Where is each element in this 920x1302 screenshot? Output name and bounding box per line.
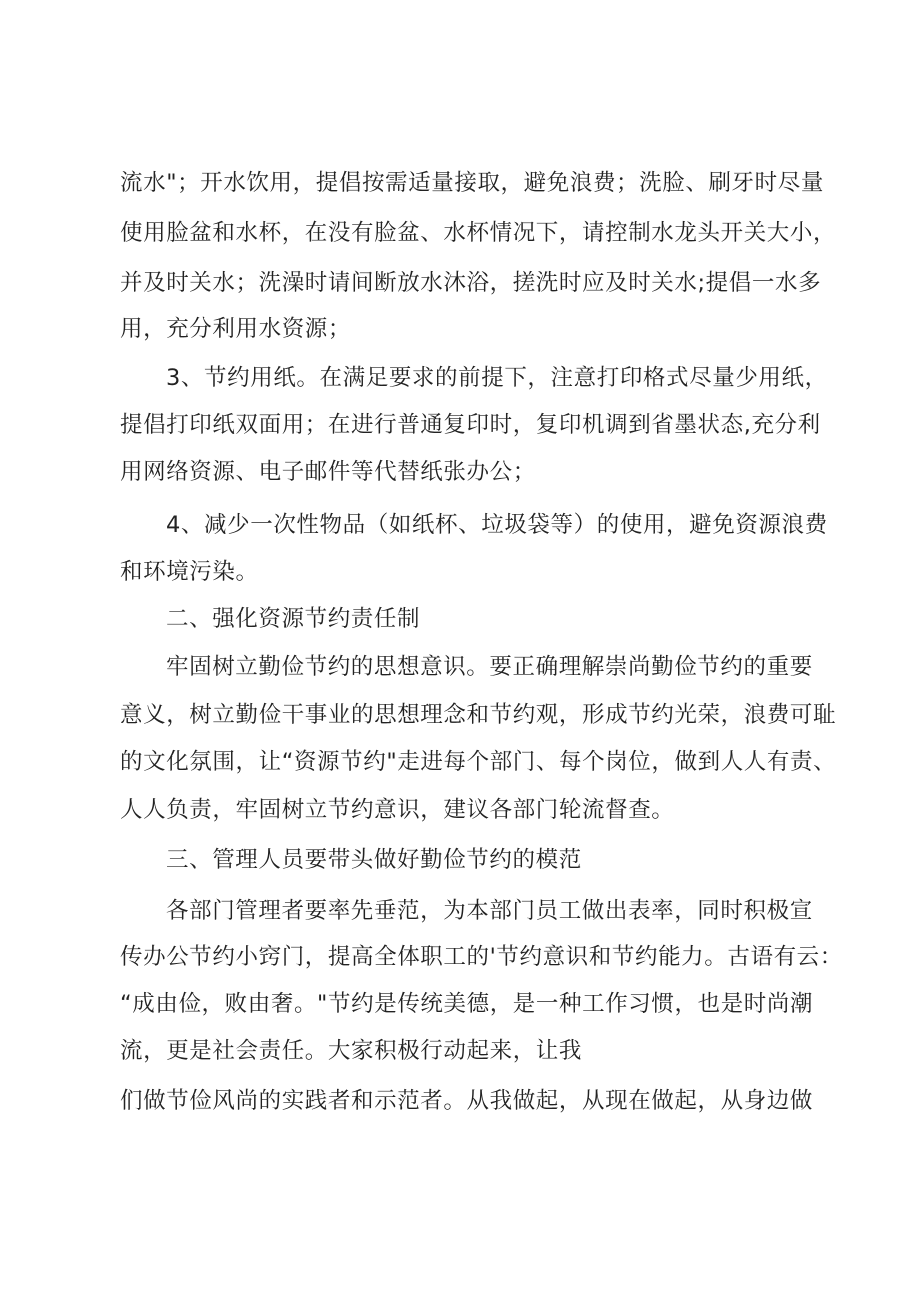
text-line: 牢固树立勤俭节约的思想意识。要正确理解崇尚勤俭节约的重要 xyxy=(166,654,813,680)
text-line: 各部门管理者要率先垂范，为本部门员工做出表率，同时积极宣 xyxy=(166,898,813,924)
section-heading: 三、管理人员要带头做好勤俭节约的模范 xyxy=(166,847,582,873)
section-heading: 二、强化资源节约责任制 xyxy=(166,606,421,632)
text-line: 用，充分利用水资源； xyxy=(120,316,352,342)
text-line: 4、减少一次性物品（如纸杯、垃圾袋等）的使用，避免资源浪费 xyxy=(166,512,828,538)
text-line: 3、节约用纸。在满足要求的前提下，注意打印格式尽量少用纸， xyxy=(166,365,828,391)
text-line: 传办公节约小窍门，提高全体职工的'节约意识和节约能力。古语有云： xyxy=(120,944,843,970)
text-line: 意义，树立勤俭干事业的思想理念和节约观，形成节约光荣，浪费可耻 xyxy=(120,702,837,728)
text-line: 和环境污染。 xyxy=(120,559,259,585)
text-line: 用网络资源、电子邮件等代替纸张办公； xyxy=(120,459,536,485)
text-line: 提倡打印纸双面用；在进行普通复印时，复印机调到省墨状态,充分利 xyxy=(120,412,821,438)
text-line: 流水"；开水饮用，提倡按需适量接取，避免浪费；洗脸、刷牙时尽量 xyxy=(120,170,824,196)
text-line: 流，更是社会责任。大家积极行动起来，让我 xyxy=(120,1038,583,1064)
text-line: 使用脸盆和水杯，在没有脸盆、水杯情况下，请控制水龙头开关大小， xyxy=(120,220,837,246)
text-line: “成由俭，败由奢。"节约是传统美德，是一种工作习惯，也是时尚潮 xyxy=(120,991,814,1017)
text-line: 的文化氛围，让“资源节约"走进每个部门、每个岗位，做到人人有责、 xyxy=(120,749,837,775)
text-line: 们做节俭风尚的实践者和示范者。从我做起，从现在做起，从身边做 xyxy=(120,1088,814,1114)
text-line: 并及时关水；洗澡时请间断放水沐浴，搓洗时应及时关水;提倡一水多 xyxy=(120,270,822,296)
text-line: 人人负责，牢固树立节约意识，建议各部门轮流督查。 xyxy=(120,797,675,823)
